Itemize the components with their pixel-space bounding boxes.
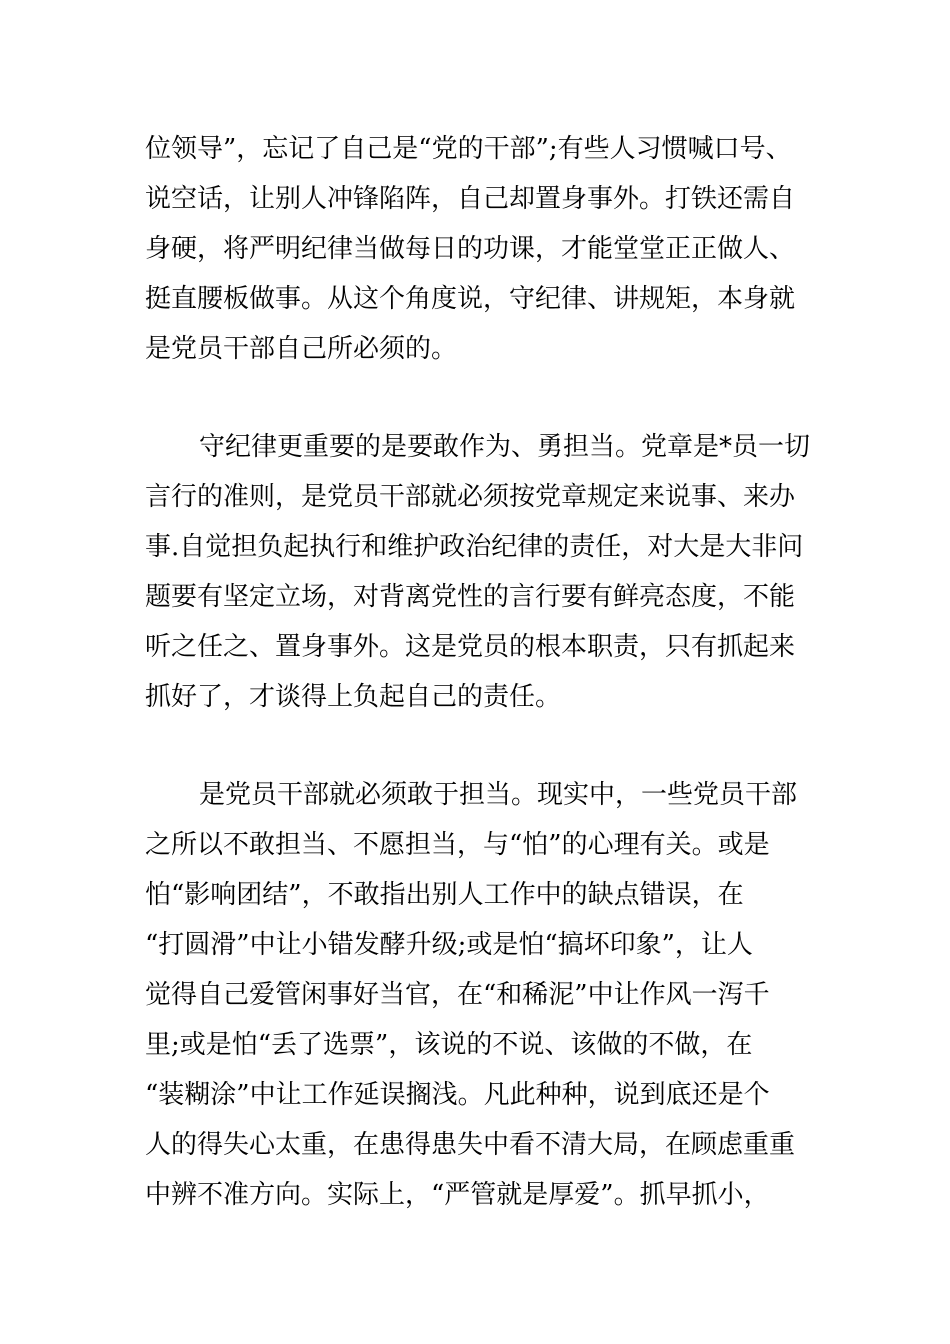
text-line: “打圆滑”中让小错发酵升级;或是怕“搞坏印象”，让人 [145,930,753,960]
text-line: 守纪律更重要的是要敢作为、勇担当。党章是*员一切 [199,432,810,462]
paragraph-1 [145,124,810,374]
text-line: 里;或是怕“丢了选票”，该说的不说、该做的不做，在 [145,1030,753,1060]
text-line: 身硬，将严明纪律当做每日的功课，才能堂堂正正做人、 [145,234,796,264]
text-line: 位领导”，忘记了自己是“党的干部”;有些人习惯喊口号、 [145,134,792,164]
text-line: 人的得失心太重，在患得患失中看不清大局，在顾虑重重 [145,1130,796,1160]
text-line: 题要有坚定立场，对背离党性的言行要有鲜亮态度，不能 [145,582,796,612]
text-line: 觉得自己爱管闲事好当官，在“和稀泥”中让作风一泻千 [145,980,770,1010]
text-line: 挺直腰板做事。从这个角度说，守纪律、讲规矩，本身就 [145,284,796,314]
text-line: 言行的准则，是党员干部就必须按党章规定来说事、来办 [145,482,796,512]
text-line: 怕“影响团结”，不敢指出别人工作中的缺点错误，在 [145,880,744,910]
paragraph-2 [145,422,810,722]
text-line: 抓好了，才谈得上负起自己的责任。 [145,682,562,712]
text-line: “装糊涂”中让工作延误搁浅。凡此种种，说到底还是个 [145,1080,770,1110]
text-line: 事.自觉担负起执行和维护政治纪律的责任，对大是大非问 [145,532,804,562]
text-line: 中辨不准方向。实际上，“严管就是厚爱”。抓早抓小， [145,1180,770,1210]
text-line: 之所以不敢担当、不愿担当，与“怕”的心理有关。或是 [145,830,770,860]
text-line: 是党员干部自己所必须的。 [145,334,458,364]
paragraph-3 [145,770,810,1220]
text-line: 说空话，让别人冲锋陷阵，自己却置身事外。打铁还需自 [145,184,796,214]
text-line: 听之任之、置身事外。这是党员的根本职责，只有抓起来 [145,632,796,662]
text-line: 是党员干部就必须敢于担当。现实中，一些党员干部 [199,780,798,810]
